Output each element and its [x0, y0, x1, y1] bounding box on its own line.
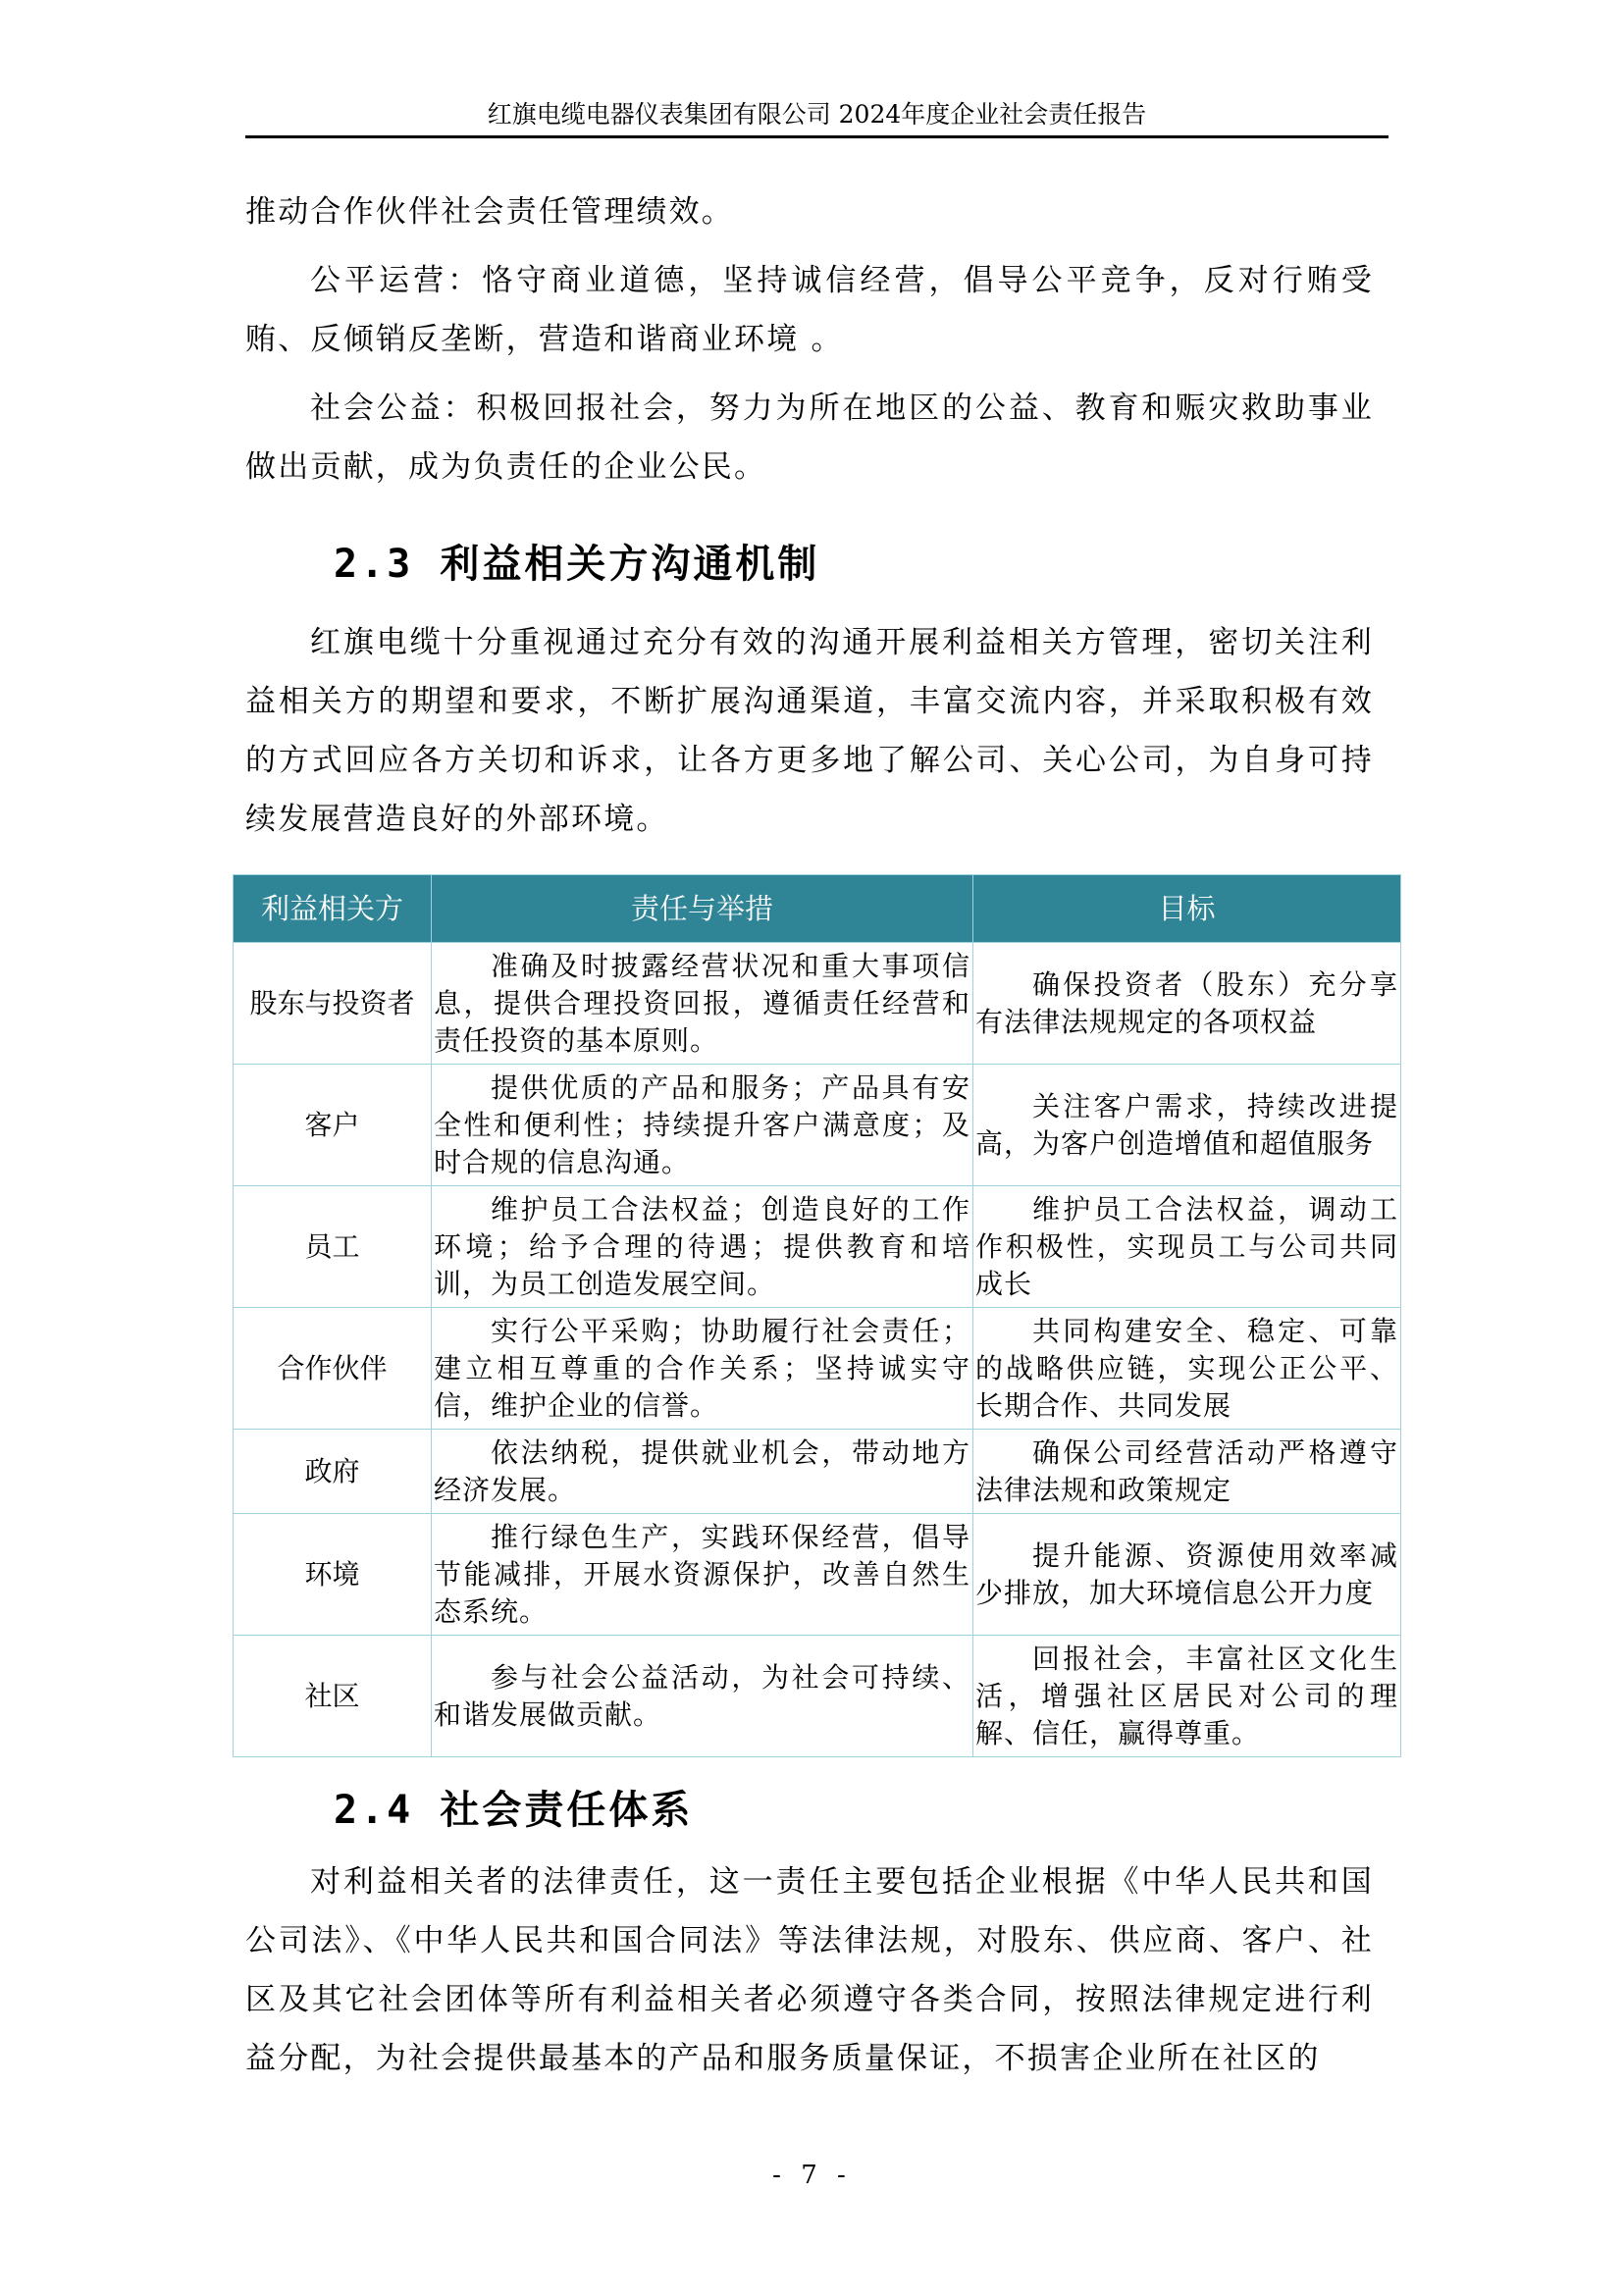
intro-paragraph-public-welfare: 社会公益：积极回报社会，努力为所在地区的公益、教育和赈灾救助事业做出贡献，成为负责任的企业公民。: [245, 391, 1374, 485]
section-title: 利益相关方沟通机制: [440, 541, 820, 587]
measures-text: 提供优质的产品和服务；产品具有安全性和便利性；持续提升客户满意度；及时合规的信息沟通。: [434, 1070, 970, 1178]
stakeholder-cell: 合作伙伴: [234, 1308, 432, 1430]
measures-cell: [432, 1308, 973, 1430]
section-heading-2-4: [334, 1781, 693, 1840]
goal-text: 确保投资者（股东）充分享有法律法规规定的各项权益: [975, 967, 1398, 1038]
goal-text: 共同构建安全、稳定、可靠的战略供应链，实现公正公平、长期合作、共同发展: [975, 1314, 1398, 1422]
intro-paragraph-1: 推动合作伙伴社会责任管理绩效。: [245, 194, 734, 230]
goal-cell: [973, 1308, 1401, 1430]
section-number: 2.4: [334, 1788, 414, 1833]
table-row: [234, 1065, 1401, 1186]
measures-text: 依法纳税，提供就业机会，带动地方经济发展。: [434, 1435, 970, 1506]
measures-cell: [432, 1186, 973, 1308]
page-number: - 7 -: [772, 2161, 852, 2190]
section-title: 社会责任体系: [440, 1787, 694, 1833]
stakeholder-table: [233, 874, 1401, 1757]
goal-cell: [973, 1430, 1401, 1514]
measures-cell: [432, 1065, 973, 1186]
column-header-measures: 责任与举措: [432, 875, 973, 943]
stakeholder-cell: 客户: [234, 1065, 432, 1186]
measures-text: 实行公平采购；协助履行社会责任；建立相互尊重的合作关系；坚持诚实守信，维护企业的信誉。: [434, 1314, 970, 1422]
stakeholder-cell: 股东与投资者: [234, 943, 432, 1065]
table-row: [234, 943, 1401, 1065]
table-header-row: [234, 875, 1401, 943]
table-row: [234, 1514, 1401, 1636]
column-header-goal: 目标: [973, 875, 1401, 943]
table-row: [234, 1430, 1401, 1514]
running-header: 红旗电缆电器仪表集团有限公司 2024年度企业社会责任报告: [487, 100, 1147, 129]
measures-text: 推行绿色生产，实践环保经营，倡导节能减排，开展水资源保护，改善自然生态系统。: [434, 1520, 970, 1628]
goal-text: 回报社会，丰富社区文化生活，增强社区居民对公司的理解、信任，赢得尊重。: [975, 1642, 1398, 1749]
goal-cell: [973, 1065, 1401, 1186]
measures-cell: [432, 1636, 973, 1757]
table-row: [234, 1636, 1401, 1757]
section-number: 2.3: [334, 542, 414, 587]
measures-text: 准确及时披露经营状况和重大事项信息，提供合理投资回报，遵循责任经营和责任投资的基本原则。: [434, 949, 970, 1057]
section-heading-2-3: [334, 535, 819, 594]
measures-cell: [432, 1430, 973, 1514]
stakeholder-cell: 社区: [234, 1636, 432, 1757]
section-2-4-paragraph: 对利益相关者的法律责任，这一责任主要包括企业根据《中华人民共和国公司法》、《中华人民共和国合同法》等法律法规，对股东、供应商、客户、社区及其它社会团体等所有利益相关者必须遵守各类合同，按照法律规定进行利益分配，为社会提供最基本的产品和服务质量保证，不损害企业所在社区的: [245, 1864, 1374, 2076]
goal-cell: [973, 1186, 1401, 1308]
intro-paragraph-fair-operation: 公平运营：恪守商业道德，坚持诚信经营，倡导公平竞争，反对行贿受贿、反倾销反垄断，营造和谐商业环境 。: [245, 263, 1374, 357]
goal-cell: [973, 1514, 1401, 1636]
table-row: [234, 1186, 1401, 1308]
stakeholder-cell: 环境: [234, 1514, 432, 1636]
measures-cell: [432, 1514, 973, 1636]
column-header-stakeholder: 利益相关方: [234, 875, 432, 943]
measures-text: 维护员工合法权益；创造良好的工作环境；给予合理的待遇；提供教育和培训，为员工创造发展空间。: [434, 1192, 970, 1300]
measures-cell: [432, 943, 973, 1065]
goal-text: 确保公司经营活动严格遵守法律法规和政策规定: [975, 1435, 1398, 1506]
measures-text: 参与社会公益活动，为社会可持续、和谐发展做贡献。: [434, 1660, 970, 1731]
header-rule: [245, 135, 1388, 138]
section-2-3-paragraph: 红旗电缆十分重视通过充分有效的沟通开展利益相关方管理，密切关注利益相关方的期望和要求，不断扩展沟通渠道，丰富交流内容，并采取积极有效的方式回应各方关切和诉求，让各方更多地了解公司、关心公司，为自身可持续发展营造良好的外部环境。: [245, 625, 1374, 837]
goal-cell: [973, 943, 1401, 1065]
goal-text: 提升能源、资源使用效率减少排放，加大环境信息公开力度: [975, 1539, 1398, 1609]
goal-text: 关注客户需求，持续改进提高，为客户创造增值和超值服务: [975, 1089, 1398, 1160]
table-row: [234, 1308, 1401, 1430]
stakeholder-cell: 员工: [234, 1186, 432, 1308]
goal-cell: [973, 1636, 1401, 1757]
stakeholder-cell: 政府: [234, 1430, 432, 1514]
goal-text: 维护员工合法权益，调动工作积极性，实现员工与公司共同成长: [975, 1192, 1398, 1300]
